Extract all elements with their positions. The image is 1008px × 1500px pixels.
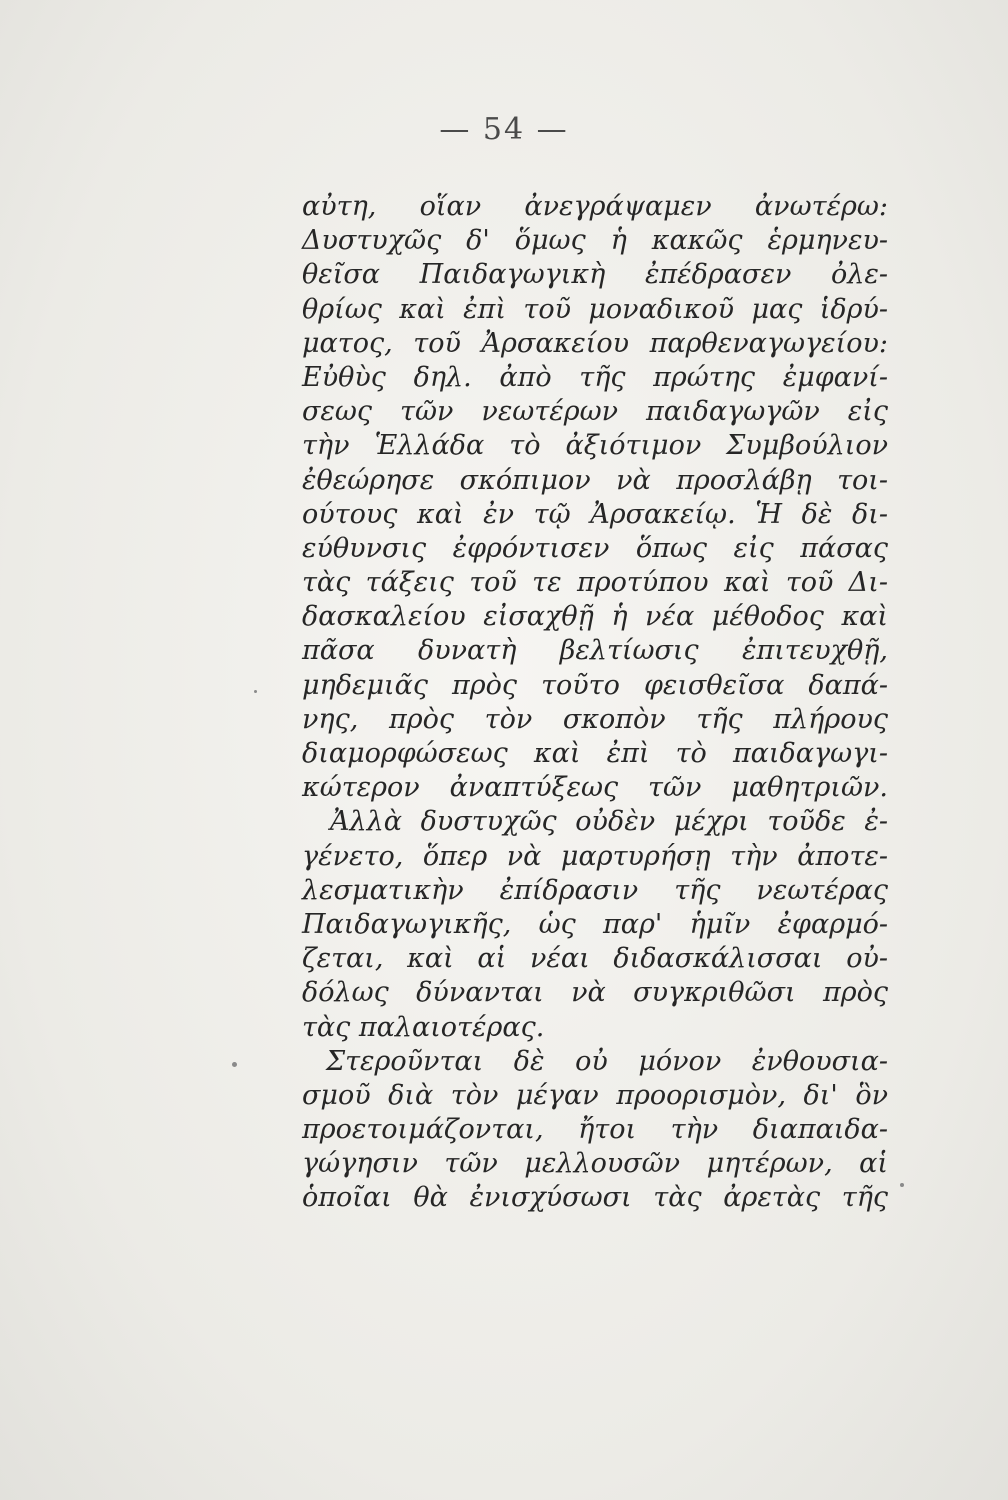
text-line: δόλως δύνανται νὰ συγκριθῶσι πρὸς xyxy=(302,977,888,1009)
text-line: θρίως καὶ ἐπὶ τοῦ μοναδικοῦ μας ἱδρύ- xyxy=(302,293,888,325)
text-line: ούτους καὶ ἐν τῷ Ἀρσακείῳ. Ἡ δὲ δι- xyxy=(302,498,888,530)
page-number: — 54 — xyxy=(439,112,569,147)
text-line: τὴν Ἑλλάδα τὸ ἀξιότιμον Συμβούλιον xyxy=(302,430,888,462)
paper-speck xyxy=(232,1062,237,1067)
paper-speck xyxy=(900,1183,904,1187)
text-line: εύθυνσις ἐφρόντισεν ὅπως εἰς πάσας xyxy=(302,532,888,564)
text-line: Δυστυχῶς δ' ὅμως ἡ κακῶς ἑρμηνευ- xyxy=(302,225,888,257)
text-line: ἐθεώρησε σκόπιμον νὰ προσλάβῃ τοι- xyxy=(302,464,888,496)
text-line: Παιδαγωγικῆς, ὡς παρ' ἡμῖν ἐφαρμό- xyxy=(302,908,888,940)
text-line: σεως τῶν νεωτέρων παιδαγωγῶν εἰς xyxy=(302,396,888,428)
text-line: σμοῦ διὰ τὸν μέγαν προορισμὸν, δι' ὃν xyxy=(302,1079,888,1111)
text-line: νης, πρὸς τὸν σκοπὸν τῆς πλήρους xyxy=(302,703,888,735)
text-line: κώτερον ἀναπτύξεως τῶν μαθητριῶν. xyxy=(302,772,888,804)
text-line: ματος, τοῦ Ἀρσακείου παρθεναγωγείου: xyxy=(302,327,888,359)
text-line: γώγησιν τῶν μελλουσῶν μητέρων, αἱ xyxy=(302,1148,888,1180)
text-line: μηδεμιᾶς πρὸς τοῦτο φεισθεῖσα δαπά- xyxy=(302,669,888,701)
text-line: διαμορφώσεως καὶ ἐπὶ τὸ παιδαγωγι- xyxy=(302,738,888,769)
text-line: αὐτη, οἵαν ἀνεγράψαμεν ἀνωτέρω: xyxy=(302,191,888,222)
text-line: δασκαλείου εἰσαχθῇ ἡ νέα μέθοδος καὶ xyxy=(302,601,888,633)
text-line: λεσματικὴν ἐπίδρασιν τῆς νεωτέρας xyxy=(302,874,888,906)
text-line: Στεροῦνται δὲ οὐ μόνον ἐνθουσια- xyxy=(326,1045,888,1077)
text-line: προετοιμάζονται, ἤτοι τὴν διαπαιδα- xyxy=(302,1114,888,1146)
text-line: τὰς τάξεις τοῦ τε προτύπου καὶ τοῦ Δι- xyxy=(302,567,888,599)
text-line: ὁποῖαι θὰ ἐνισχύσωσι τὰς ἀρετὰς τῆς xyxy=(302,1182,888,1214)
text-line: θεῖσα Παιδαγωγικὴ ἐπέδρασεν ὀλε- xyxy=(302,259,888,291)
text-line: πᾶσα δυνατὴ βελτίωσις ἐπιτευχθῇ, xyxy=(302,635,888,667)
text-line: τὰς παλαιοτέρας. xyxy=(302,1011,545,1043)
paper-speck xyxy=(254,690,257,693)
text-line: ζεται, καὶ αἱ νέαι διδασκάλισσαι οὐ- xyxy=(302,943,888,975)
text-line: Ἀλλὰ δυστυχῶς οὐδὲν μέχρι τοῦδε ἐ- xyxy=(330,806,888,838)
body-text xyxy=(302,190,888,1216)
text-line: γένετο, ὅπερ νὰ μαρτυρήσῃ τὴν ἀποτε- xyxy=(302,840,888,872)
text-line: Εὐθὺς δηλ. ἀπὸ τῆς πρώτης ἐμφανί- xyxy=(302,361,888,393)
